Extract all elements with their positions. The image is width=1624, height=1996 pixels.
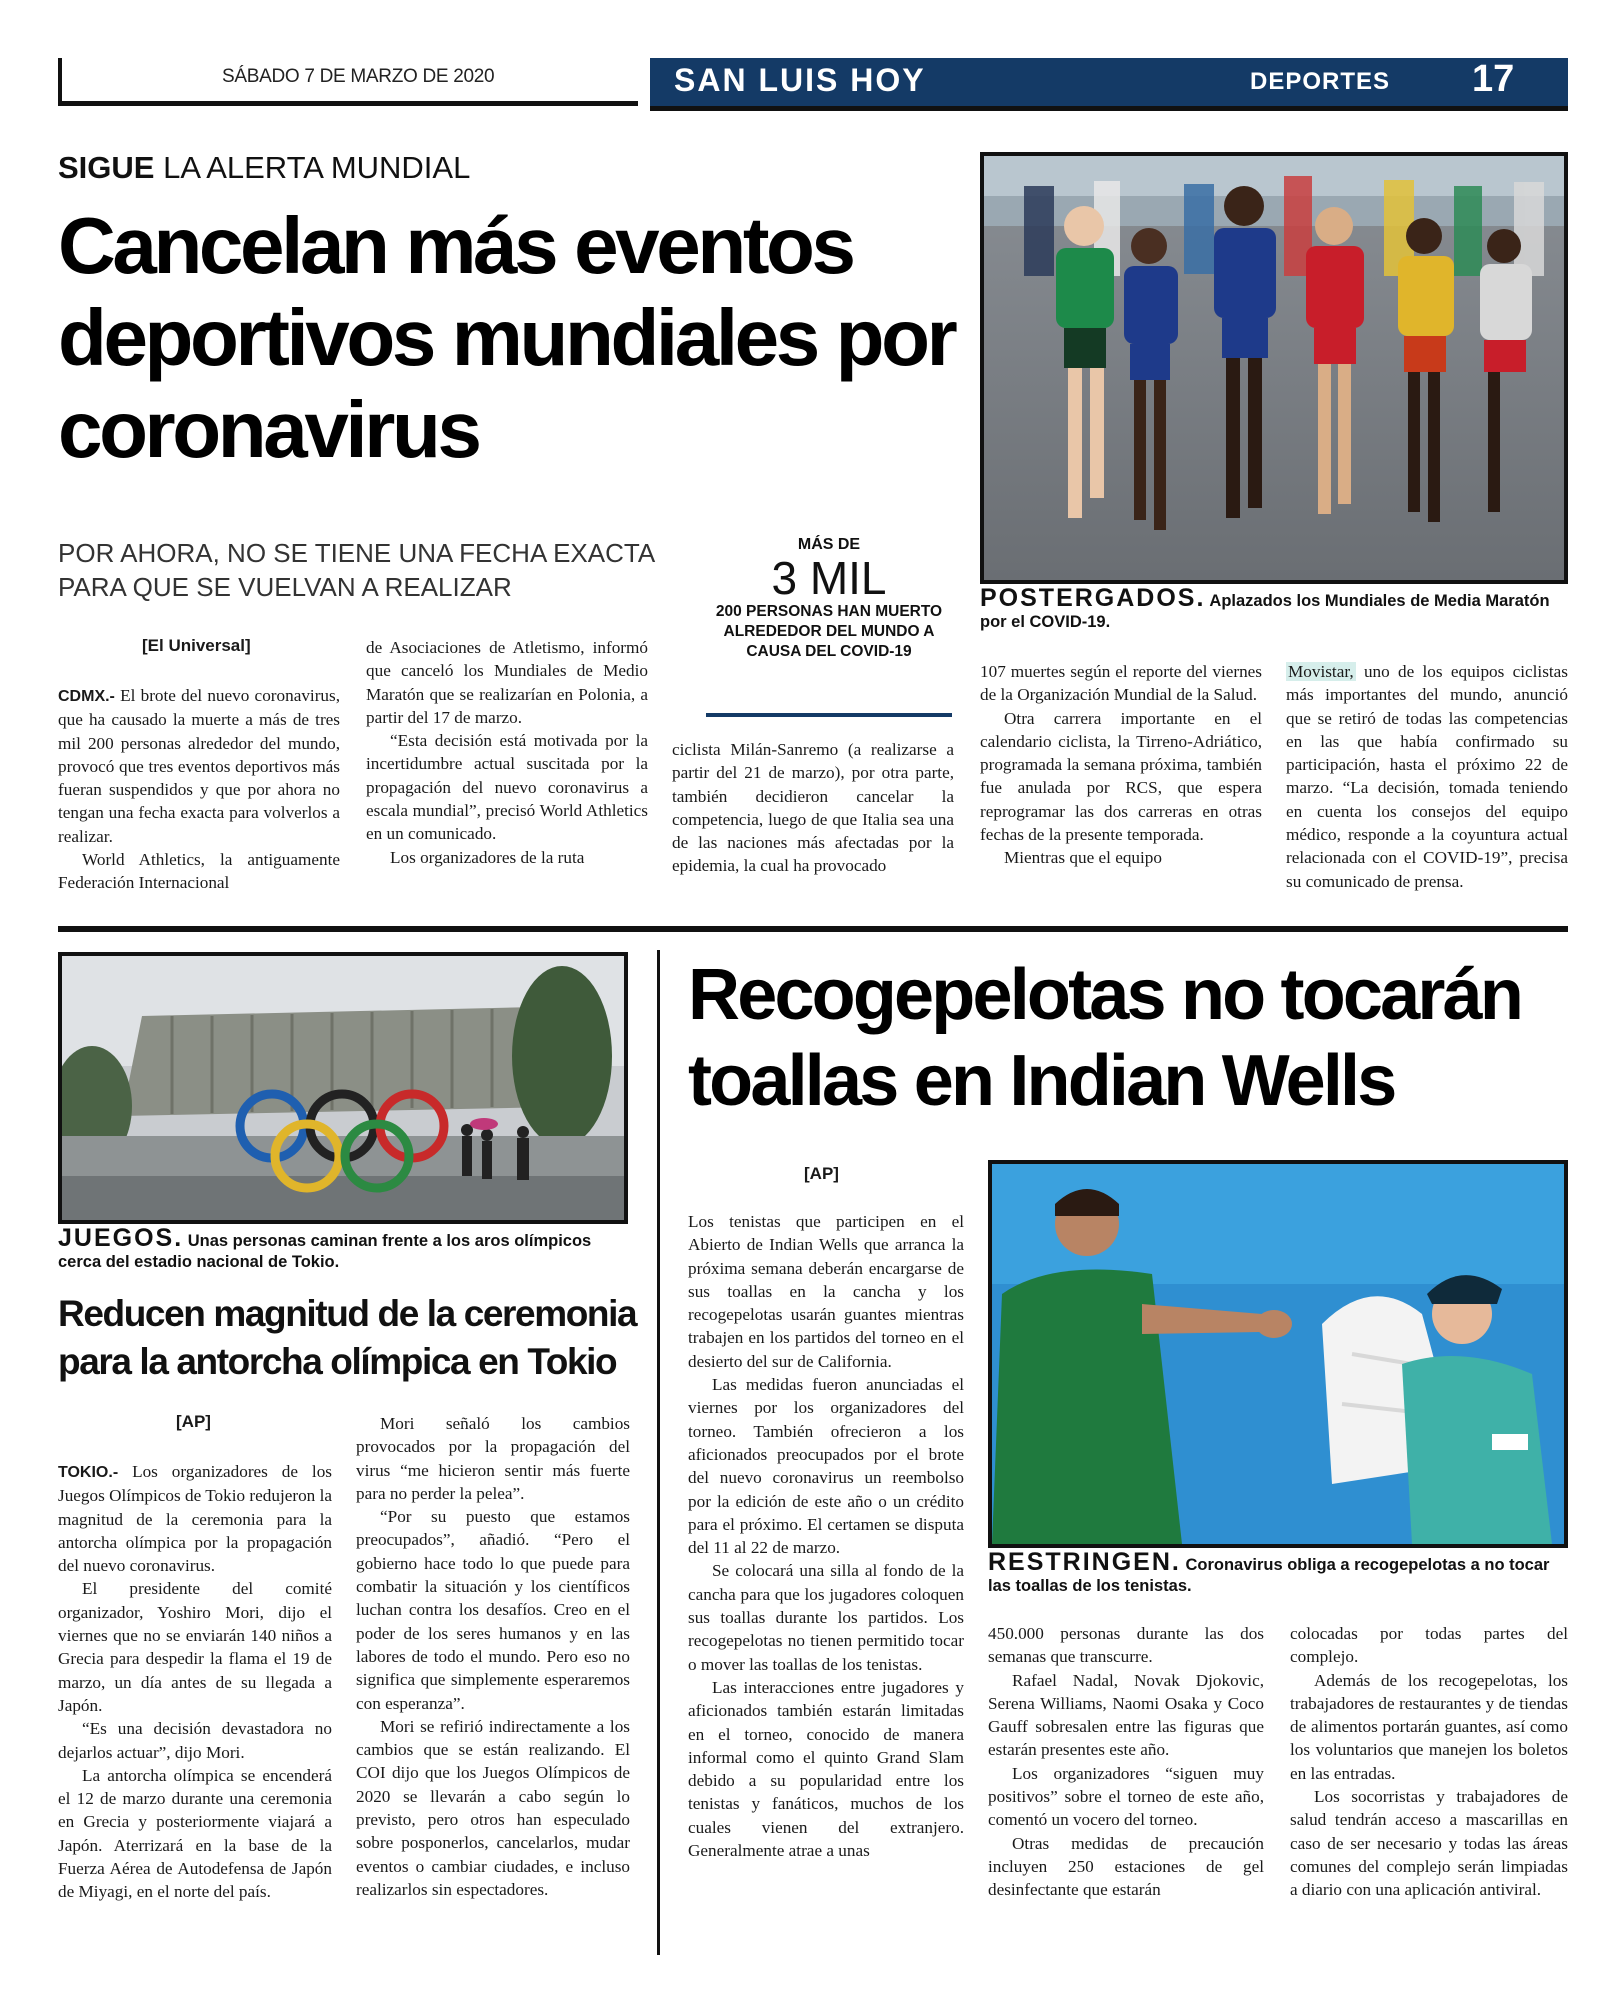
newspaper-brand: SAN LUIS HOY (674, 62, 926, 98)
paragraph: Mori se refirió indirectamente a los cambios que se están realizando. El COI dijo que los Juegos Olímpicos de 2020 se llevarán a cabo según lo previsto, pero otros han especulado sobre posponerlos, cancelarlos, mudar eventos o cambiar ciudades, e incluso realizarlos sin espectadores. (356, 1716, 630, 1899)
caption-label: POSTERGADOS. (980, 584, 1206, 612)
marathon-runners-image (984, 156, 1564, 580)
stat-label: MÁS DE (797, 536, 861, 553)
story3-headline: Recogepelotas no tocarán toallas en Indian Wells (688, 955, 1522, 1121)
story2-headline: Reducen magnitud de la ceremonia para la antorcha olímpica en Tokio (58, 1293, 637, 1382)
paragraph: “Esta decisión está motivada por la incertidumbre actual suscitada por la propagación del nuevo coronavirus a escala mundial”, precisó World Athletics en un comunicado. (366, 731, 648, 844)
paragraph: Las interacciones entre jugadores y aficionados también estarán limitadas en el torneo, conocido de manera informal como el quinto Grand Slam debido a su popularidad entre los tenistas y fanáticos, muchos de los cuales vienen del extranjero. Generalmente atrae a unas (688, 1677, 964, 1861)
tennis-photo (988, 1160, 1568, 1548)
paragraph: 450.000 personas durante las dos semanas que transcurre. (988, 1624, 1264, 1667)
paragraph: Los socorristas y trabajadores de salud tendrán acceso a mascarillas en caso de ser necesario y todas las áreas comunes del complejo serán limpiadas a diario con una aplicación antiviral. (1290, 1787, 1568, 1900)
stat-rule (706, 713, 952, 717)
paragraph: “Es una decisión devastadora no dejarlos actuar”, dijo Mori. (58, 1719, 332, 1762)
paragraph: Además de los recogepelotas, los trabajadores de restaurantes y de tiendas de alimentos portarán guantes, así como los voluntarios que manejen los boletos en las entradas. (1290, 1670, 1568, 1783)
section-divider (58, 926, 1568, 932)
highlighted-word: Movistar, (1288, 662, 1354, 681)
marathon-photo (980, 152, 1568, 584)
paragraph: La antorcha olímpica se encenderá el 12 de marzo durante una ceremonia en Grecia y posteriormente viajará a Japón. Aterrizará en la base de la Fuerza Aérea de Autodefensa de Japón de Miyagi, en el norte del país. (58, 1765, 332, 1902)
paragraph: Mori señaló los cambios provocados por la propagación del virus “me hicieron sentir más fuerte para no perder la pelea”. (356, 1414, 630, 1503)
dateline: CDMX.- (58, 688, 115, 705)
kicker-rest: LA ALERTA MUNDIAL (154, 150, 471, 185)
paragraph (58, 1460, 332, 1577)
page-date: SÁBADO 7 DE MARZO DE 2020 (222, 66, 495, 87)
story2-column-2 (356, 1412, 630, 1901)
paragraph: Mientras que el equipo (1004, 848, 1162, 868)
kicker-bold: SIGUE (58, 150, 155, 185)
paragraph: Las medidas fueron anunciadas el viernes por los organizadores del torneo. También ofrecieron a los aficionados preocupados por el brote del nuevo coronavirus un reembolso por la edición de este año o un crédito para el próximo. El certamen se disputa del 11 al 22 de marzo. (688, 1375, 964, 1558)
caption-label: JUEGOS. (58, 1224, 184, 1252)
paragraph: colocadas por todas partes del complejo. (1290, 1624, 1568, 1667)
story1-column-2 (366, 636, 648, 869)
story1-column-3 (672, 738, 954, 878)
tennis-image (992, 1164, 1564, 1544)
paragraph (1286, 660, 1568, 893)
column-divider (657, 950, 660, 1955)
paragraph (58, 684, 340, 848)
story1-byline: [El Universal] (142, 636, 251, 655)
paragraph: El presidente del comité organizador, Yoshiro Mori, dijo el viernes que no se enviarán 140 niños a Grecia para despedir la flama el 19 de marzo, un día antes de su llegada a Japón. (58, 1579, 332, 1715)
stat-text: 200 PERSONAS HAN MUERTO ALREDEDOR DEL MUNDO A CAUSA DEL COVID-19 (715, 603, 943, 660)
dateline: TOKIO.- (58, 1464, 119, 1481)
story2-column-1 (58, 1460, 332, 1904)
paragraph: Se colocará una silla al fondo de la cancha para que los jugadores coloquen sus toallas durante los partidos. Los recogepelotas no tienen permitido tocar o mover las toallas de los tenistas. (688, 1561, 964, 1674)
paragraph: World Athletics, la antiguamente Federación Internacional (58, 850, 340, 893)
paragraph-text: El brote del nuevo coronavirus, que ha causado la muerte a más de tres mil 200 personas alrededor del mundo, provocó que tres eventos deportivos más fueran suspendidos y que por ahora no tengan una fecha exacta para volverlos a realizar. (58, 686, 340, 846)
olympic-rings-photo (58, 952, 628, 1224)
paragraph: “Por su puesto que estamos preocupados”, añadió. “Pero el gobierno hace todo lo que puede para combatir la situación y los científicos luchan contra los desafíos. Creo en el poder de los seres humanos y en las labores de todo el mundo. Pero eso no significa que simplemente esperaremos con esperanza”. (356, 1507, 630, 1713)
caption-label: RESTRINGEN. (988, 1548, 1181, 1576)
olympic-rings-image (62, 956, 624, 1220)
paragraph-text: Los organizadores de los Juegos Olímpicos de Tokio redujeron la magnitud de la ceremonia para la antorcha olímpica por la propagación del nuevo coronavirus. (58, 1462, 332, 1576)
tennis-photo-caption (988, 1548, 1568, 1597)
story1-deck: POR AHORA, NO SE TIENE UNA FECHA EXACTA PARA QUE SE VUELVAN A REALIZAR (58, 538, 654, 602)
paragraph: ciclista Milán-Sanremo (a realizarse a partir del 21 de marzo), por otra parte, también decidieron cancelar la competencia, luego de que Italia sea una de las naciones más afectadas por la epidemia, la cual ha provocado (672, 740, 954, 876)
marathon-photo-caption (980, 584, 1568, 633)
story1-column-1 (58, 684, 340, 895)
paragraph: Rafael Nadal, Novak Djokovic, Serena Williams, Naomi Osaka y Coco Gauff sobresalen entre las figuras que estarán presentes este año. (988, 1670, 1264, 1760)
story1-headline: Cancelan más eventos deportivos mundiales por coronavirus (58, 201, 955, 474)
page-number: 17 (1472, 58, 1515, 100)
stat-box (706, 536, 952, 662)
paragraph: de Asociaciones de Atletismo, informó que canceló los Mundiales de Medio Maratón que se realizarían en Polonia, a partir del 17 de marzo. (366, 638, 648, 727)
story3-byline: [AP] (804, 1164, 839, 1183)
paragraph-text: uno de los equipos ciclistas más importantes del mundo, anunció que se retiró de todas las competencias en las que había confirmado su participación, hasta el próximo 22 de marzo. “La decisión, tomada teniendo en cuenta los consejos del equipo médico, responde a la coyuntura actual relacionada con el COVID-19”, precisa su comunicado de prensa. (1286, 662, 1568, 891)
caption-text: Coronavirus obliga a recogepelotas a no tocar las toallas de los tenistas. (988, 1556, 1550, 1595)
stat-number: 3 MIL (771, 552, 887, 604)
paragraph: Los organizadores “siguen muy positivos” sobre el torneo de este año, comentó un vocero del torneo. (988, 1763, 1264, 1830)
story3-column-2 (988, 1622, 1264, 1902)
paragraph: Otras medidas de precaución incluyen 250 estaciones de gel desinfectante que estarán (988, 1833, 1264, 1900)
story3-column-3 (1290, 1622, 1568, 1902)
paragraph: Otra carrera importante en el calendario ciclista, la Tirreno-Adriático, programada la semana próxima, también fue anulada por RCS, que espera reprogramar las dos carreras en otras fechas de la presente temporada. (980, 708, 1262, 845)
story1-column-4 (980, 660, 1262, 870)
section-name: DEPORTES (1250, 68, 1391, 95)
story1-column-5 (1286, 660, 1568, 893)
caption-text: Aplazados los Mundiales de Media Maratón por el COVID-19. (980, 592, 1550, 631)
story2-byline: [AP] (176, 1412, 211, 1431)
caption-text: Unas personas caminan frente a los aros olímpicos cerca del estadio nacional de Tokio. (58, 1232, 592, 1271)
paragraph: Los organizadores de la ruta (390, 847, 585, 867)
paragraph: 107 muertes según el reporte del viernes de la Organización Mundial de la Salud. (980, 662, 1262, 705)
olympic-photo-caption (58, 1224, 638, 1273)
paragraph: Los tenistas que participen en el Abierto de Indian Wells que arranca la próxima semana deberán encargarse de sus toallas en la cancha y los recogepelotas usarán guantes mientras trabajen en los partidos del torneo en el desierto del sur de California. (688, 1212, 964, 1371)
story3-column-1 (688, 1210, 964, 1862)
story1-kicker (58, 150, 470, 186)
